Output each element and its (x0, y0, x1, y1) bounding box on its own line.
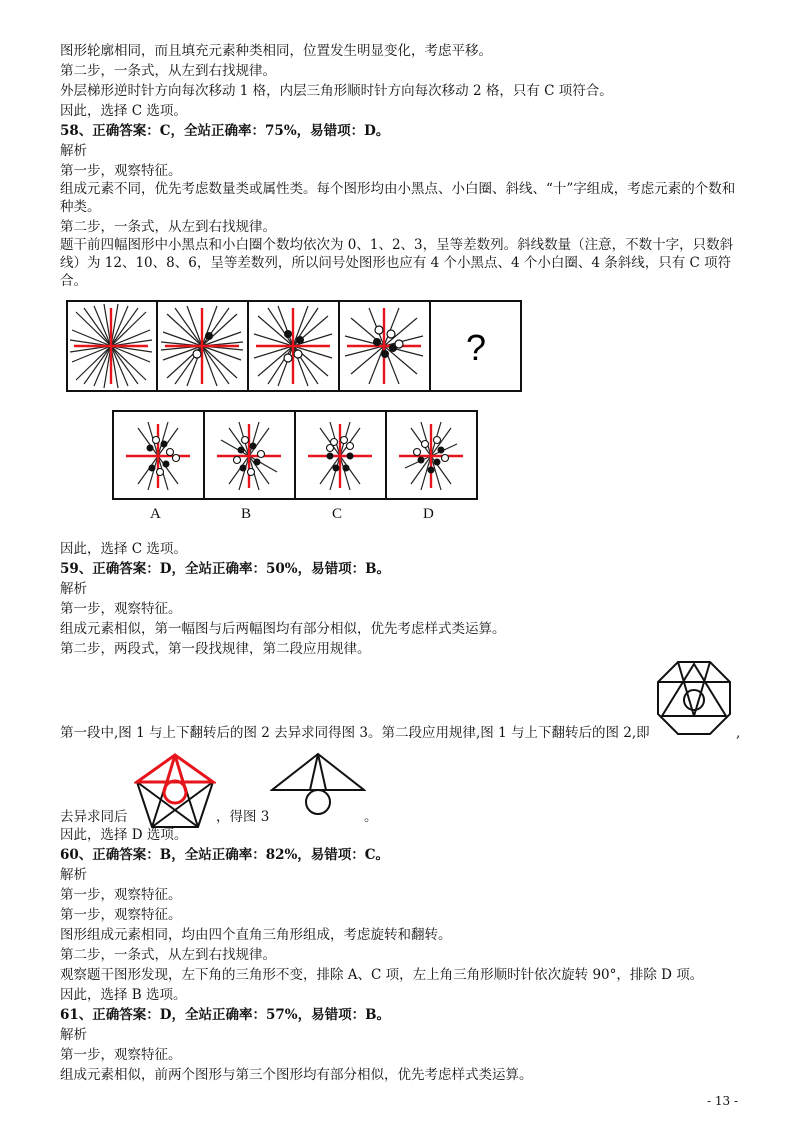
text-line: 图形轮廓相同，而且填充元素种类相同，位置发生明显变化，考虑平移。 (60, 43, 492, 59)
panel-2 (161, 306, 243, 386)
paragraph: 组成元素相似，前两个图形与第三个图形均有部分相似，优先考虑样式类运算。 (60, 1067, 533, 1083)
conclusion: 因此，选择 B 选项。 (60, 987, 187, 1003)
paragraph: 题干前四幅图形中小黑点和小白圈个数均依次为 0、1、2、3，呈等差数列。斜线数量（注意，不数十字，只数斜线）为 12、10、8、6，呈等差数列，所以问号处图形也应有 4 个小黑点、4 个小白圈、4 条斜线，只有 C 项符合。 (60, 237, 734, 289)
text-line: 第二步，一条式，从左到右找规律。 (60, 63, 276, 79)
question-mark: ? (465, 327, 487, 368)
step-text: 第二步，一条式，从左到右找规律。 (60, 219, 276, 235)
conclusion: 因此，选择 C 选项。 (60, 541, 187, 557)
step-text: 第二步，一条式，从左到右找规律。 (60, 947, 276, 963)
question-59-header: 59、正确答案：D，全站正确率：50%，易错项：B。 (60, 561, 391, 577)
triangle-circle-figure (270, 752, 366, 818)
step-text: 第二步，两段式，第一段找规律，第二段应用规律。 (60, 641, 371, 657)
page-number: - 13 - (706, 1094, 738, 1108)
step-text: 第一步，观察特征。 (60, 887, 182, 903)
question-60-header: 60、正确答案：B，全站正确率：82%，易错项：C。 (60, 847, 390, 863)
conclusion: 因此，选择 D 选项。 (60, 827, 188, 843)
panel-3 (254, 306, 332, 386)
analysis-label: 解析 (60, 581, 87, 597)
option-d-figure (399, 422, 463, 490)
analysis-label: 解析 (60, 143, 87, 159)
punctuation: , (736, 725, 741, 741)
step-text: 第一步，观察特征。 (60, 163, 182, 179)
paragraph: 组成元素不同，优先考虑数量类或属性类。每个图形均由小黑点、小白圈、斜线、“十”字组成，考虑元素的个数和种类。 (60, 181, 736, 215)
option-b-figure (217, 422, 281, 490)
paragraph: 图形组成元素相同，均由四个直角三角形组成，考虑旋转和翻转。 (60, 927, 452, 943)
option-a-figure (126, 422, 190, 490)
option-label-b: B (241, 506, 252, 522)
step-text: 第一步，观察特征。 (60, 1047, 182, 1063)
analysis-label: 解析 (60, 867, 87, 883)
text-line: 外层梯形逆时针方向每次移动 1 格，内层三角形顺时针方向每次移动 2 格，只有 C 项符合。 (60, 83, 613, 99)
panel-4 (345, 308, 423, 384)
option-label-d: D (423, 506, 434, 522)
question-58-header: 58、正确答案：C，全站正确率：75%，易错项：D。 (60, 123, 390, 139)
paragraph: 第一段中,图 1 与上下翻转后的图 2 去异求同得图 3。第二段应用规律,图 1 与上下翻转后的图 2,即 (60, 725, 650, 741)
text-line: 因此，选择 C 选项。 (60, 103, 187, 119)
paragraph: 去异求同后 (60, 809, 128, 825)
pentagon-figure (134, 752, 216, 830)
octagon-figure (656, 660, 732, 736)
paragraph: ，得图 3 (216, 809, 270, 825)
step-text: 第一步，观察特征。 (60, 601, 182, 617)
option-c-figure (308, 422, 372, 490)
question-61-header: 61、正确答案：D，全站正确率：57%，易错项：B。 (60, 1007, 391, 1023)
punctuation: 。 (364, 809, 378, 825)
q58-options-figure (112, 410, 478, 502)
option-label-a: A (150, 506, 161, 522)
panel-1 (70, 304, 152, 388)
analysis-label: 解析 (60, 1027, 87, 1043)
step-text: 第一步，观察特征。 (60, 907, 182, 923)
paragraph: 观察题干图形发现，左下角的三角形不变，排除 A、C 项，左上角三角形顺时针依次旋转 90°，排除 D 项。 (60, 967, 704, 983)
q58-question-figure (66, 300, 522, 392)
option-label-c: C (332, 506, 343, 522)
paragraph: 组成元素相似，第一幅图与后两幅图均有部分相似，优先考虑样式类运算。 (60, 621, 506, 637)
